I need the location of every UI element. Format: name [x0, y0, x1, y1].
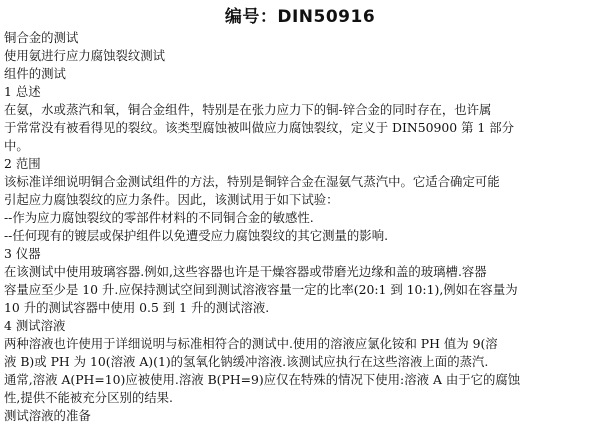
- section-2-line: --作为应力腐蚀裂纹的零部件材料的不同铜合金的敏感性.: [4, 210, 314, 225]
- section-4-line: 性,提供不能被充分区别的结果.: [4, 390, 173, 405]
- section-1-line: 在氨，水或蒸汽和氧，铜合金组件，特别是在张力应力下的铜-锌合金的同时存在，也许属: [4, 102, 492, 117]
- section-1-line: 于常常没有被看得见的裂纹。该类型腐蚀被叫做应力腐蚀裂纹，定义于 DIN50900 第 1 部分: [4, 120, 515, 135]
- section-4-line: 两种溶液也许使用于详细说明与标准相符合的测试中.使用的溶液应氯化铵和 PH 值为 9(溶: [4, 336, 498, 351]
- section-2-line: 该标准详细说明铜合金测试组件的方法，特别是铜锌合金在湿氨气蒸汽中。它适合确定可能: [4, 174, 500, 189]
- section-4-line: 通常,溶液 A(PH=10)应被使用.溶液 B(PH=9)应仅在特殊的情况下使用:溶液 A 由于它的腐蚀: [4, 372, 521, 387]
- section-1-line: 中。: [4, 138, 29, 153]
- section-2-heading: 2 范围: [4, 156, 41, 171]
- section-3-line: 在该测试中使用玻璃容器.例如,这些容器也许是干燥容器或带磨光边缘和盖的玻璃槽.容器: [4, 264, 487, 279]
- section-4-heading: 4 测试溶液: [4, 318, 66, 333]
- section-3-heading: 3 仪器: [4, 246, 41, 261]
- section-1-heading: 1 总述: [4, 84, 41, 99]
- document-body: [4, 29, 596, 425]
- document-number: 编号：DIN50916: [224, 7, 376, 27]
- section-2-line: 引起应力腐蚀裂纹的应力条件。因此，该测试用于如下试验：: [4, 192, 339, 207]
- section-4-line: 液 B)或 PH 为 10(溶液 A)(1)的氢氧化钠缓冲溶液.该测试应执行在这些溶液上面的蒸汽.: [4, 354, 489, 369]
- section-3-line: 容量应至少是 10 升.应保持测试空间到测试溶液容量一定的比率(20:1 到 10:1),例如在容量为: [4, 282, 518, 297]
- title-line-2: 使用氨进行应力腐蚀裂纹测试: [4, 48, 166, 63]
- title-line-3: 组件的测试: [4, 66, 66, 81]
- title-line-1: 铜合金的测试: [4, 30, 79, 45]
- section-2-line: --任何现有的镀层或保护组件以免遭受应力腐蚀裂纹的其它测量的影响.: [4, 228, 389, 243]
- section-4-line: 测试溶液的准备: [4, 408, 91, 423]
- section-3-line: 10 升的测试容器中使用 0.5 到 1 升的测试溶液.: [4, 300, 270, 315]
